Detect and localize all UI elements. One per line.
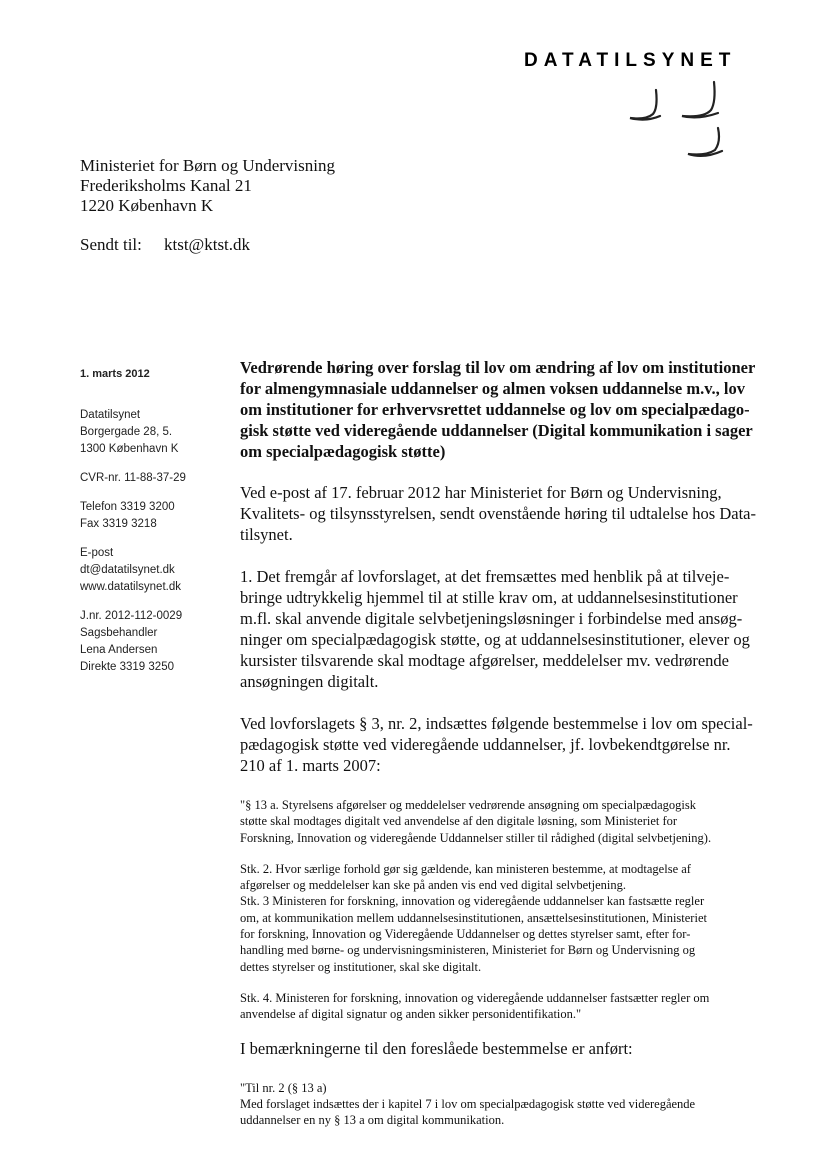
heading-line: gisk støtte ved videregående uddannelser (Digital kommunikation i sager <box>240 421 753 440</box>
sender-sidebar <box>80 366 230 688</box>
quote-line: Stk. 4. Ministeren for forskning, innovation og videregående uddannelser fastsætter regler om <box>240 990 710 1005</box>
sender-address-line: Datatilsynet <box>80 409 141 421</box>
text-line: m.fl. skal anvende digitale selvbetjeningsløsninger i forbindelse med ansøg- <box>240 609 743 628</box>
body-paragraph <box>240 482 765 545</box>
text-line: Ved e-post af 17. februar 2012 har Ministeriet for Børn og Undervisning, <box>240 483 722 502</box>
text-line: ansøgningen digitalt. <box>240 672 379 691</box>
text-line: pædagogisk støtte ved videregående uddannelser, jf. lovbekendtgørelse nr. <box>240 735 731 754</box>
quote-line: Med forslaget indsættes der i kapitel 7 i lov om specialpædagogisk støtte ved videregående <box>240 1096 696 1111</box>
quote-line: "Til nr. 2 (§ 13 a) <box>240 1080 327 1095</box>
sender-address-line: Borgergade 28, 5. <box>80 426 173 438</box>
quoted-provision <box>240 797 765 846</box>
phone-block <box>80 499 230 533</box>
quote-line: Forskning, Innovation og videregående Uddannelser stiller til rådighed (digital selvbetjening). <box>240 830 712 845</box>
heading-line: om institutioner for erhvervsrettet uddannelse og lov om specialpædago- <box>240 400 750 419</box>
quote-line: støtte skal modtages digitalt ved anvendelse af den digitale løsning, som Ministeriet for <box>240 814 678 829</box>
sent-to-email: ktst@ktst.dk <box>164 235 251 254</box>
quote-line: for forskning, Innovation og Videregående Uddannelser og dettes styrelser samt, efter for- <box>240 927 691 942</box>
sent-to <box>80 235 250 255</box>
fax-number: Fax 3319 3218 <box>80 518 157 530</box>
quote-line: handling med børne- og undervisningsministeren, Ministeriet for Børn og Undervisning og <box>240 943 696 958</box>
quote-line: uddannelser en ny § 13 a om digital kommunikation. <box>240 1113 505 1128</box>
website: www.datatilsynet.dk <box>80 581 181 593</box>
letter-body <box>240 357 765 1143</box>
sender-address-line: 1300 København K <box>80 443 179 455</box>
case-handler-label: Sagsbehandler <box>80 627 158 639</box>
direct-phone: Direkte 3319 3250 <box>80 661 174 673</box>
case-handler-name: Lena Andersen <box>80 644 158 656</box>
quoted-provision <box>240 861 765 975</box>
case-block <box>80 608 230 676</box>
brand-wordmark: DATATILSYNET <box>524 50 737 71</box>
quoted-provision <box>240 990 765 1023</box>
quote-line: om, at kommunikation mellem uddannelsesinstitutionen, ansættelsesinstitutionen, Ministeriet <box>240 910 707 925</box>
recipient-line: Ministeriet for Børn og Undervisning <box>80 156 335 175</box>
heading-line: om specialpædagogisk støtte) <box>240 442 446 461</box>
quote-line: Stk. 2. Hvor særlige forhold gør sig gældende, kan ministeren bestemme, at modtagelse af <box>240 861 691 876</box>
contact-block <box>80 545 230 596</box>
quote-line: dettes styrelser og institutioner, skal ske digitalt. <box>240 959 482 974</box>
sent-to-label: Sendt til: <box>80 235 142 254</box>
body-paragraph <box>240 566 765 692</box>
quote-line: Stk. 3 Ministeren for forskning, innovation og videregående uddannelser kan fastsætte regler <box>240 894 705 909</box>
email-address: dt@datatilsynet.dk <box>80 564 175 576</box>
case-number: J.nr. 2012-112-0029 <box>80 610 183 622</box>
text-line: 210 af 1. marts 2007: <box>240 756 381 775</box>
text-line: ninger om specialpædagogisk støtte, og at uddannelsesinstitutioner, elever og <box>240 630 750 649</box>
cvr-number: CVR-nr. 11-88-37-29 <box>80 472 186 484</box>
remarks-quote <box>240 1080 765 1129</box>
recipient-line: 1220 København K <box>80 196 214 215</box>
text-line: Ved lovforslagets § 3, nr. 2, indsættes følgende bestemmelse i lov om special- <box>240 714 753 733</box>
letterhead-logo <box>524 18 754 78</box>
text-line: Kvalitets- og tilsynsstyrelsen, sendt ovenstående høring til udtalelse hos Data- <box>240 504 756 523</box>
text-line: bringe udtrykkelig hjemmel til at stille krav om, at uddannelsesinstitutioner <box>240 588 738 607</box>
text-line: 1. Det fremgår af lovforslaget, at det fremsættes med henblik på at tilveje- <box>240 567 730 586</box>
recipient-line: Frederiksholms Kanal 21 <box>80 176 252 195</box>
phone-number: Telefon 3319 3200 <box>80 501 175 513</box>
sender-address <box>80 407 230 458</box>
text-line: kursister tilsvarende skal modtage afgørelser, meddelelser mv. vedrørende <box>240 651 729 670</box>
quote-line: anvendelse af digital signatur og anden sikker personidentifikation." <box>240 1007 582 1022</box>
body-paragraph <box>240 713 765 776</box>
quote-line: afgørelser og meddelelser kan ske på anden vis end ved digital selvbetjening. <box>240 878 626 893</box>
quote-line: "§ 13 a. Styrelsens afgørelser og meddelelser vedrørende ansøgning om specialpædagogisk <box>240 798 697 812</box>
heading-line: Vedrørende høring over forslag til lov om ændring af lov om institutioner <box>240 358 756 377</box>
handwritten-initials <box>618 80 738 162</box>
letter-date: 1. marts 2012 <box>80 368 150 380</box>
subject-heading <box>240 357 765 462</box>
remarks-intro: I bemærkningerne til den foreslåede bestemmelse er anført: <box>240 1038 633 1058</box>
email-label: E-post <box>80 547 114 559</box>
heading-line: for almengymnasiale uddannelser og almen voksen uddannelse m.v., lov <box>240 379 745 398</box>
recipient-address <box>80 156 335 216</box>
text-line: tilsynet. <box>240 525 293 544</box>
